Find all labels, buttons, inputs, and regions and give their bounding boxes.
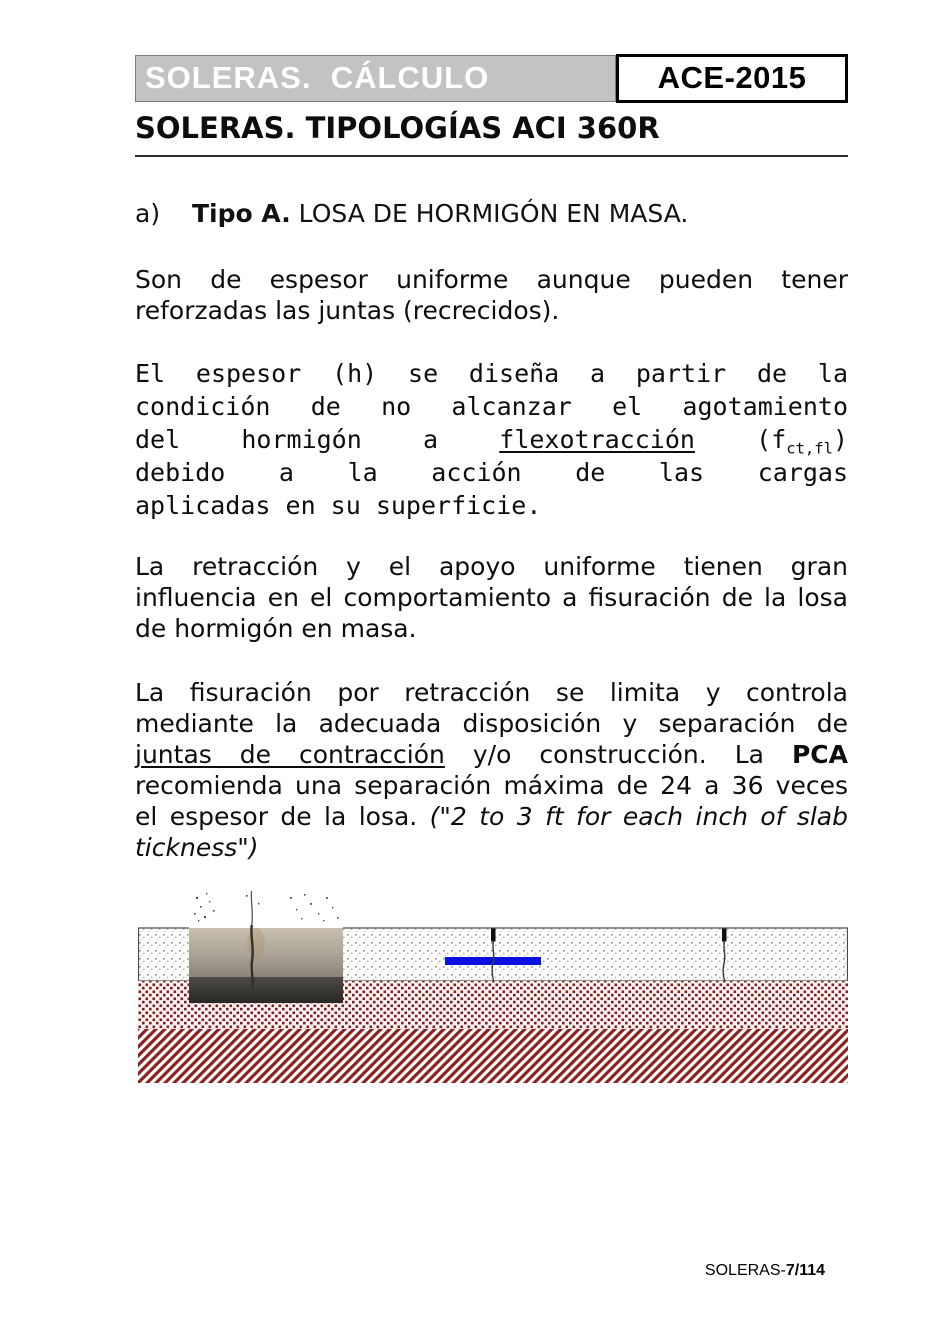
line: Son de espesor uniforme aunque pueden tener [135,265,848,294]
header-title-bar [135,55,616,102]
section-title: SOLERAS. TIPOLOGÍAS ACI 360R [135,110,848,157]
slab-cross-section-figure [138,885,848,1085]
line [135,739,848,770]
line: condición de no alcanzar el agotamiento [135,392,848,421]
english-quote-italic: ("2 to 3 ft for each inch of slab [429,802,848,831]
line: de hormigón en masa. [135,614,417,643]
line: La retracción y el apoyo uniforme tienen gran [135,552,848,581]
crack-photo [189,890,343,1003]
paragraph-retraccion-apoyo [135,551,848,644]
photo-crack-lower [251,925,252,989]
footer-prefix: SOLERAS- [704,1262,786,1279]
line-segment: ) [832,425,848,454]
line [135,801,848,832]
line: debido a la acción de las cargas [135,458,848,487]
subscript-ctfl: ct,fl [786,439,833,458]
item-a-label: Tipo A. [192,199,291,228]
line: reforzadas las juntas (recrecidos). [135,296,560,325]
line-segment: (f [694,425,787,454]
line: El espesor (h) se diseña a partir de la [135,359,848,388]
header-title: SOLERAS. CÁLCULO [145,60,490,95]
header-badge-box [616,54,848,103]
line: tickness") [135,833,259,862]
footer-page: 7/114 [785,1262,825,1279]
subgrade-layer [138,1029,848,1083]
pca-bold: PCA [791,740,848,769]
flexotraccion-underlined: flexotracción [499,425,695,454]
paragraph-diseno-espesor [135,357,848,522]
line-segment: del hormigón a [135,425,500,454]
line-segment: el espesor de la losa. [135,802,430,831]
item-a-text: LOSA DE HORMIGÓN EN MASA. [290,199,689,228]
item-a-heading [135,199,848,229]
line-segment: y/o construcción. La [444,740,792,769]
line: recomienda una separación máxima de 24 a 36 veces [135,771,848,800]
header-badge: ACE-2015 [657,60,807,95]
paragraph-fisuracion-juntas [135,677,848,863]
line [135,423,848,456]
page-header [135,55,848,102]
line: influencia en el comportamiento a fisuración de la losa [135,583,848,612]
line: mediante la adecuada disposición y separación de [135,709,848,738]
item-a-marker: a) [135,199,161,228]
paragraph-espesor-uniforme [135,264,848,326]
footer-page-number [135,1262,825,1280]
line: La fisuración por retracción se limita y controla [135,678,848,707]
line: aplicadas en su superficie. [135,491,542,520]
juntas-contraccion-underlined: juntas de contracción [135,740,445,769]
